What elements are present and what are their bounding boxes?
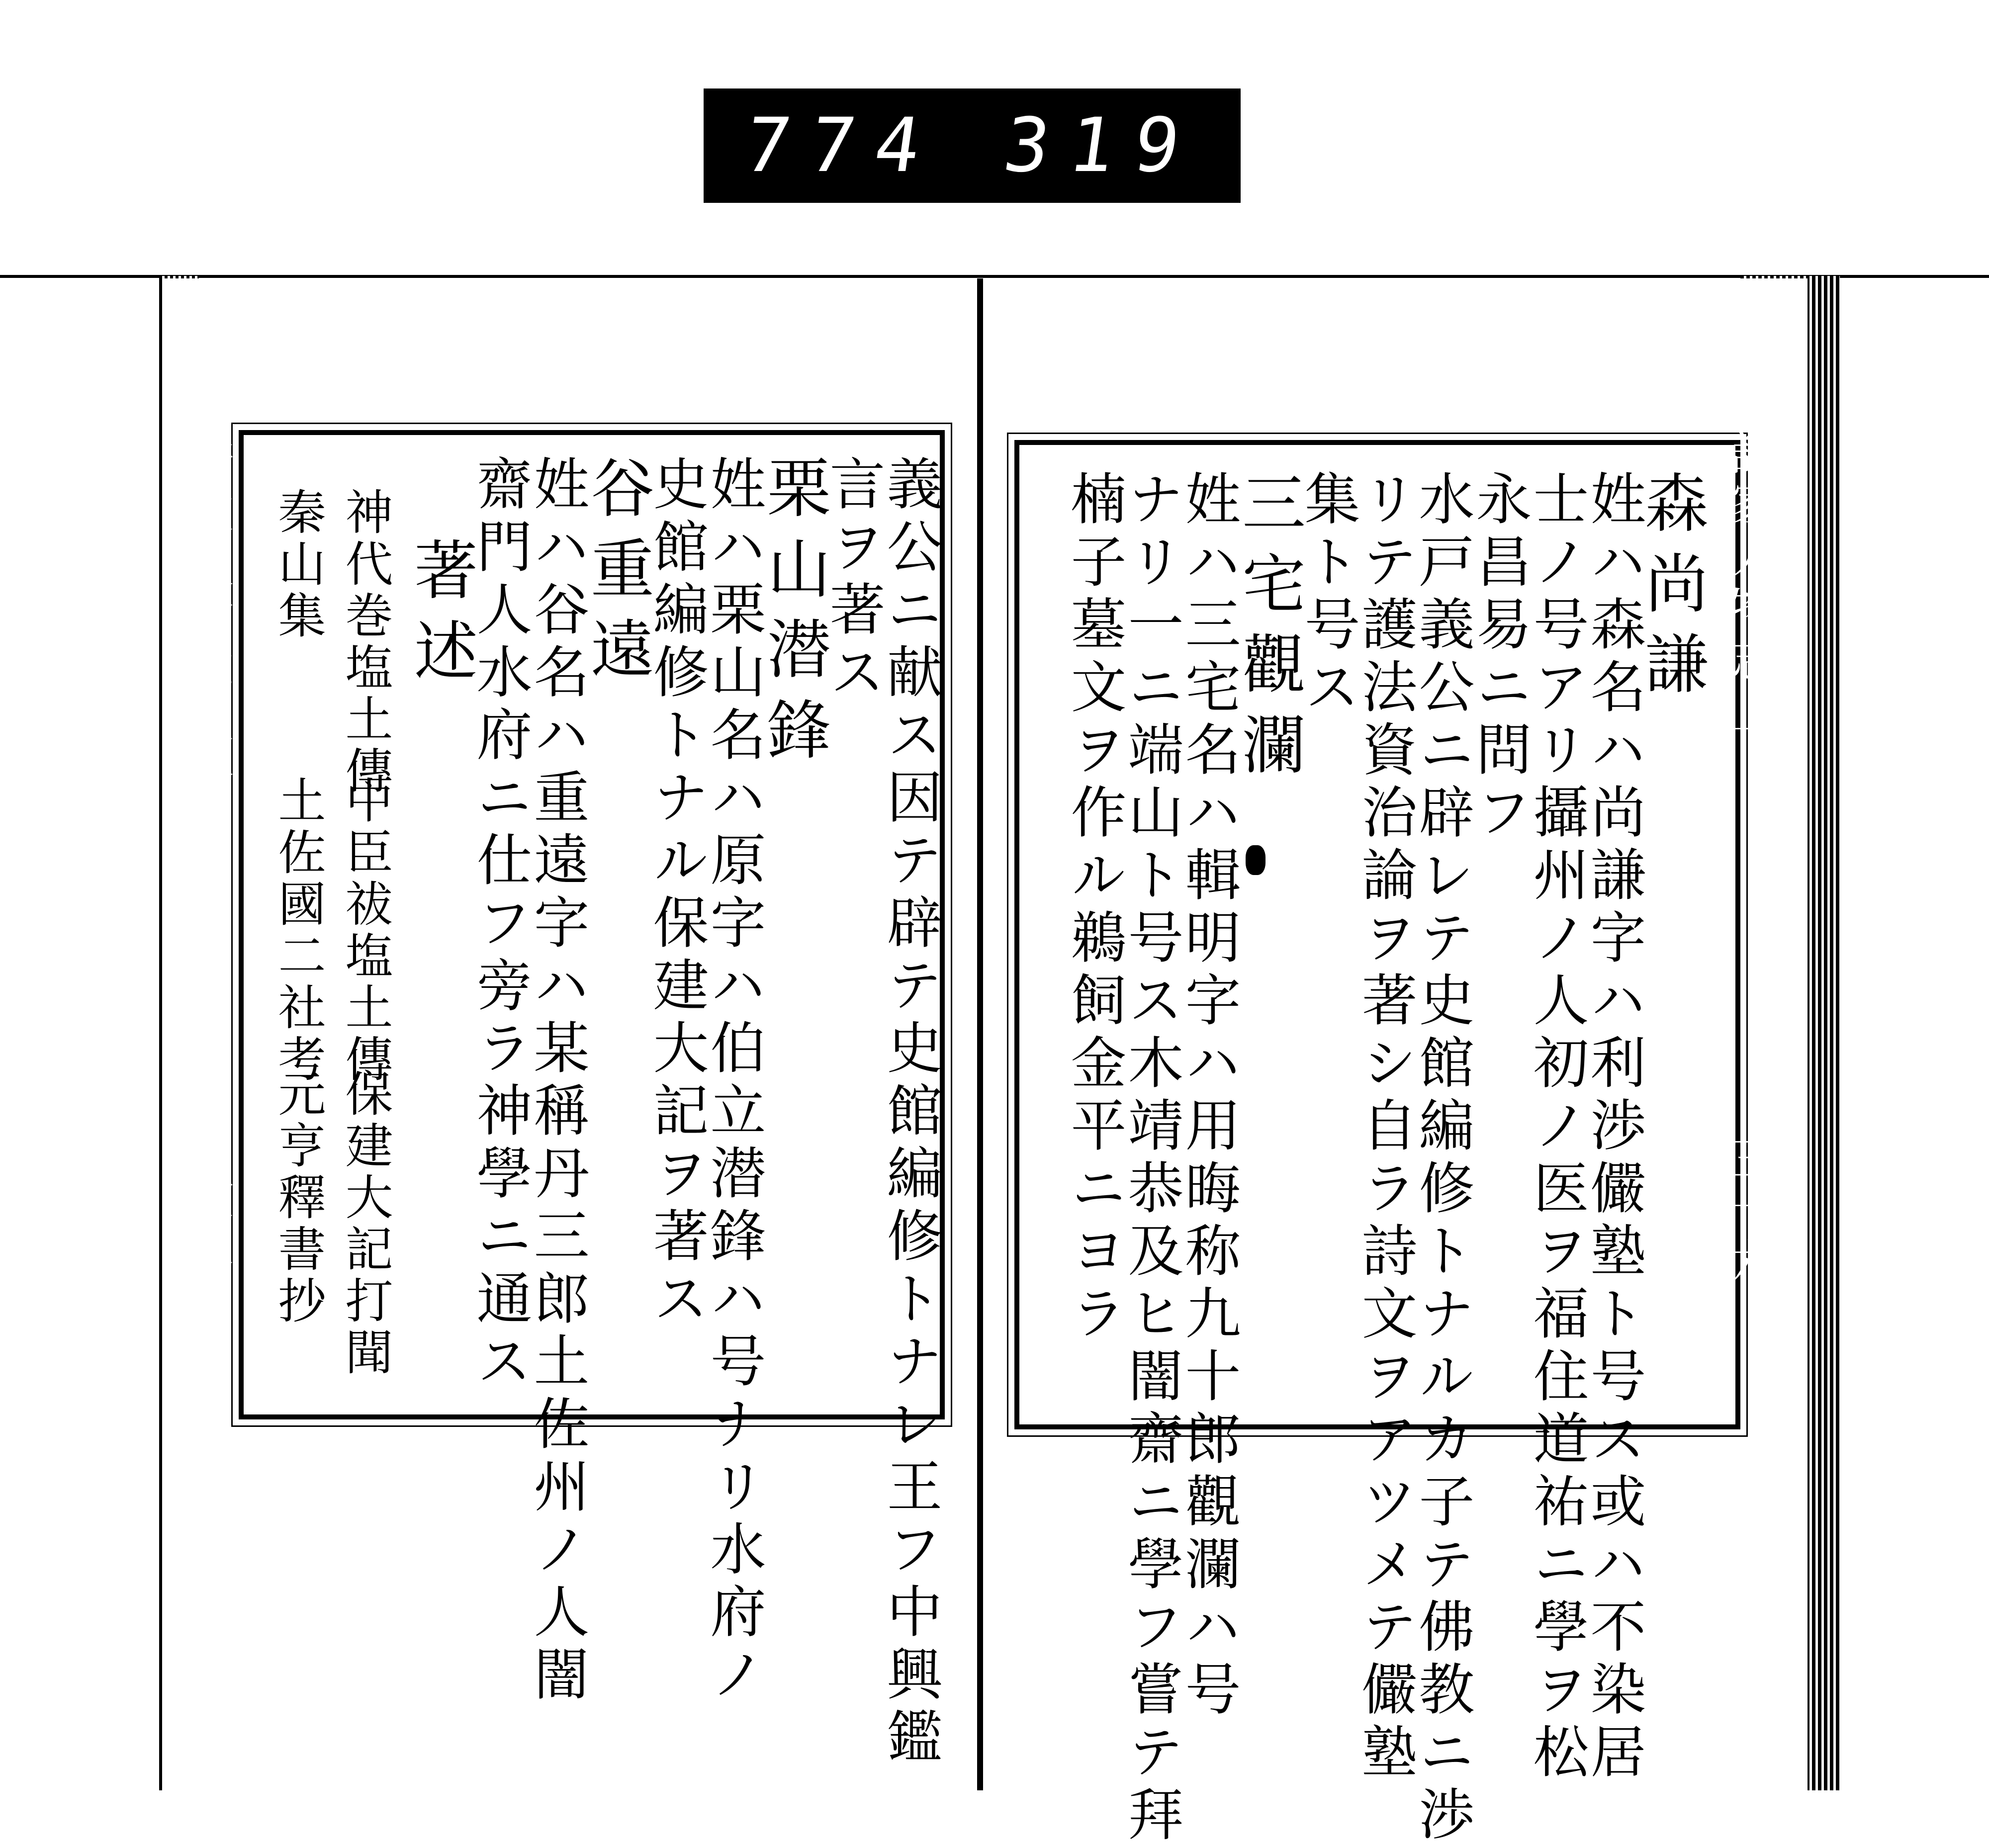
left-margin-page: 三十七 [179,1144,234,1299]
text-column: 姓ハ栗山名ハ原字ハ伯立潜鋒ハ号ナリ水府ノ [701,455,766,1708]
call-number-label: 774 319 [704,88,1241,203]
text-column: 水戸義公ニ辟レテ史館編修トナルカ子テ佛教ニ渉 [1410,470,1474,1848]
entry-heading-miyake: 三宅觀瀾 [1231,470,1305,792]
text-column: 姓ハ谷名ハ重遠字ハ某稱丹三郎土佐州ノ人闇 [525,455,589,1708]
entry-heading-kuriyama: 栗山潜鋒 [756,455,830,777]
entry-heading-mori: 森尚謙 [1634,470,1708,711]
entry-heading-tani: 谷重遠 [580,455,654,697]
work-title: 秦山集 [271,487,326,642]
text-column: 士ノ号アリ攝州ノ人初ノ医ヲ福住道祐ニ學ヲ松 [1524,470,1589,1785]
text-column: 史館編修トナル保建大記ヲ著ス [644,455,709,1332]
left-margin-title: 諸家人物志上谷 [179,438,234,799]
work-title: 神代巻塩土傳 [338,487,393,797]
text-column: 集ト号ス [1295,470,1360,720]
text-column: 義公ニ献ス因テ辟テ史館編修トナレ王フ中興鑑 [878,455,942,1770]
book-spine [977,278,983,1790]
scan-edge-line [0,275,1989,278]
right-margin-page: 三十六 [1722,1134,1778,1289]
text-column: 永昌易ニ問フ [1467,470,1532,846]
work-title: 中臣祓塩土傳 [338,776,393,1086]
ink-spot [1246,845,1266,875]
work-title: 元亨釋書抄 [271,1069,326,1327]
text-column: 姓ハ森名ハ尚謙字ハ利渉儼塾ト号ス或ハ不染居 [1581,470,1646,1785]
work-title: 土佐國二社考 [271,776,326,1086]
text-column: 楠子墓文ヲ作ル鵜飼金平ニヨラ [1062,470,1126,1347]
text-column: ナリ一ニ端山ト号ス木靖恭及ヒ闇齋ニ學フ嘗テ拜 [1119,470,1183,1848]
text-column: 言ヲ著ス [820,455,885,705]
work-title: 保建大記打聞 [338,1069,393,1379]
text-column: 齋門人水府ニ仕フ旁ラ神學ニ通ス [467,455,532,1395]
text-column: リテ護法資治論ヲ著シ自ラ詩文ヲアツメテ儼塾 [1353,470,1417,1785]
works-heading: 著述 [403,537,477,698]
text-column: 姓ハ三宅名ハ輯明字ハ用晦称九十郎觀瀾ハ号 [1176,470,1241,1723]
right-margin-title: 諸家人物志上 [1722,428,1778,738]
